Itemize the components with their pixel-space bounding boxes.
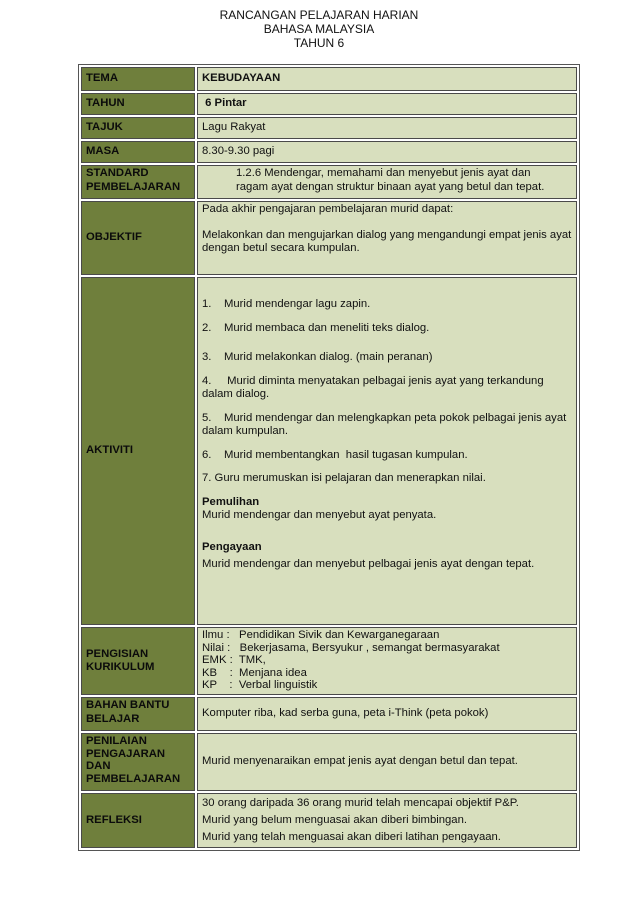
aktiviti-item-5: 5. Murid mendengar dan melengkapkan peta pokok pelbagai jenis ayat dalam kumpulan. bbox=[202, 411, 570, 437]
value-masa: 8.30-9.30 pagi bbox=[197, 141, 577, 163]
pemulihan-text: Murid mendengar dan menyebut ayat penyata. bbox=[202, 509, 437, 521]
doc-title bbox=[0, 8, 638, 50]
label-tema: TEMA bbox=[81, 67, 195, 91]
row-aktiviti bbox=[81, 277, 577, 625]
refleksi-line-2: Murid yang belum menguasai akan diberi bimbingan. bbox=[202, 814, 468, 826]
label-pengisian-2: KURIKULUM bbox=[86, 661, 155, 673]
row-masa bbox=[81, 141, 577, 163]
standard-line-2: ragam ayat dengan struktur binaan ayat yang betul dan tepat. bbox=[236, 180, 545, 193]
row-tajuk bbox=[81, 117, 577, 139]
row-penilaian bbox=[81, 733, 577, 791]
label-penilaian-2: PENGAJARAN bbox=[86, 747, 166, 760]
label-pengisian bbox=[81, 627, 195, 695]
label-tahun: TAHUN bbox=[81, 93, 195, 115]
aktiviti-item-4: 4. Murid diminta menyatakan pelbagai jenis ayat yang terkandung dalam dialog. bbox=[202, 374, 547, 400]
label-standard bbox=[81, 165, 195, 199]
row-tema bbox=[81, 67, 577, 91]
lesson-plan-table bbox=[78, 64, 580, 851]
row-objektif bbox=[81, 201, 577, 275]
value-pengisian bbox=[197, 627, 577, 695]
row-refleksi bbox=[81, 793, 577, 848]
aktiviti-item-3: 3. Murid melakonkan dialog. (main peranan) bbox=[202, 351, 433, 363]
label-pengisian-1: PENGISIAN bbox=[86, 647, 149, 660]
pengayaan-text: Murid mendengar dan menyebut pelbagai jenis ayat dengan tepat. bbox=[202, 558, 535, 570]
pengisian-line-3: EMK : TMK, bbox=[202, 654, 266, 667]
value-tajuk: Lagu Rakyat bbox=[197, 117, 577, 139]
refleksi-line-3: Murid yang telah menguasai akan diberi latihan pengayaan. bbox=[202, 831, 501, 843]
refleksi-line-1: 30 orang daripada 36 orang murid telah mencapai objektif P&P. bbox=[202, 797, 519, 809]
aktiviti-item-1: 1. Murid mendengar lagu zapin. bbox=[202, 298, 371, 310]
label-standard-2: PEMBELAJARAN bbox=[86, 180, 181, 193]
standard-line-1: 1.2.6 Mendengar, memahami dan menyebut jenis ayat dan bbox=[236, 167, 531, 179]
objektif-intro: Pada akhir pengajaran pembelajaran murid dapat: bbox=[202, 203, 454, 215]
label-bahan-1: BAHAN BANTU bbox=[86, 699, 170, 711]
aktiviti-item-6: 6. Murid membentangkan hasil tugasan kumpulan. bbox=[202, 448, 468, 461]
label-objektif: OBJEKTIF bbox=[81, 201, 195, 275]
pengisian-line-5: KP : Verbal linguistik bbox=[202, 679, 318, 692]
title-line-3: TAHUN 6 bbox=[293, 36, 345, 50]
value-standard bbox=[197, 165, 577, 199]
pengisian-line-1: Ilmu : Pendidikan Sivik dan Kewarganegaraan bbox=[202, 629, 440, 641]
aktiviti-item-2: 2. Murid membaca dan meneliti teks dialog. bbox=[202, 321, 430, 334]
value-penilaian: Murid menyenaraikan empat jenis ayat dengan betul dan tepat. bbox=[197, 733, 577, 791]
value-aktiviti bbox=[197, 277, 577, 625]
label-penilaian-1: PENILAIAN bbox=[86, 735, 147, 747]
pengisian-line-4: KB : Menjana idea bbox=[202, 666, 307, 679]
value-objektif bbox=[197, 201, 577, 275]
label-tajuk: TAJUK bbox=[81, 117, 195, 139]
label-standard-1: STANDARD bbox=[86, 167, 149, 179]
label-penilaian-4: PEMBELAJARAN bbox=[86, 772, 181, 785]
title-line-2: BAHASA MALAYSIA bbox=[263, 22, 375, 36]
value-tema: KEBUDAYAAN bbox=[197, 67, 577, 91]
row-bahan bbox=[81, 697, 577, 731]
label-penilaian-3: DAN bbox=[86, 760, 111, 772]
value-tahun: 6 Pintar bbox=[197, 93, 577, 115]
value-bahan: Komputer riba, kad serba guna, peta i-Think (peta pokok) bbox=[197, 697, 577, 731]
label-refleksi: REFLEKSI bbox=[81, 793, 195, 848]
row-tahun bbox=[81, 93, 577, 115]
pengayaan-title: Pengayaan bbox=[202, 540, 262, 553]
label-penilaian bbox=[81, 733, 195, 791]
label-bahan-2: BELAJAR bbox=[86, 712, 140, 725]
row-pengisian bbox=[81, 627, 577, 695]
value-refleksi bbox=[197, 793, 577, 848]
aktiviti-item-7: 7. Guru merumuskan isi pelajaran dan menerapkan nilai. bbox=[202, 472, 486, 484]
label-masa: MASA bbox=[81, 141, 195, 163]
label-aktiviti: AKTIVITI bbox=[81, 277, 195, 625]
row-standard bbox=[81, 165, 577, 199]
objektif-text: Melakonkan dan mengujarkan dialog yang mengandungi empat jenis ayat dengan betul secara kumpulan. bbox=[202, 228, 572, 254]
title-line-1: RANCANGAN PELAJARAN HARIAN bbox=[219, 8, 419, 22]
pemulihan-title: Pemulihan bbox=[202, 495, 260, 508]
pengisian-line-2: Nilai : Bekerjasama, Bersyukur , semangat bermasyarakat bbox=[202, 641, 500, 654]
label-bahan bbox=[81, 697, 195, 731]
